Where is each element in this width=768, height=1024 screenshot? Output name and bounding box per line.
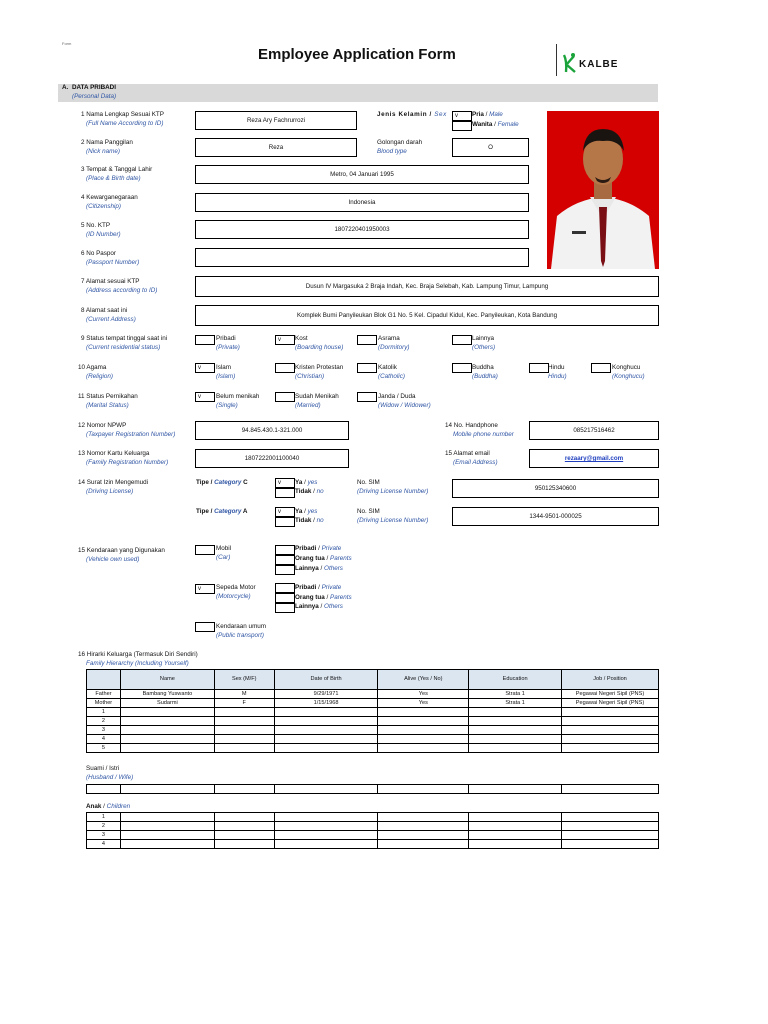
vehicle-car-label: Mobil: [216, 545, 232, 552]
family-row: [87, 699, 659, 708]
field-13-number: 13: [78, 450, 86, 457]
license-a-yes-checkbox[interactable]: v: [275, 507, 295, 517]
religion-christian-label: Kristen Protestan: [295, 364, 344, 371]
field-3-label: Tempat & Tanggal Lahir: [86, 166, 153, 173]
field-5-label: No. KTP: [86, 222, 111, 229]
children-en: Children: [106, 803, 131, 810]
spouse-cell[interactable]: [214, 785, 274, 794]
family-cell[interactable]: [562, 708, 659, 717]
birth-place-date-field[interactable]: Metro, 04 Januari 1995: [195, 165, 529, 184]
family-cell[interactable]: Sudarmi: [120, 699, 214, 708]
blood-type-label: Golongan darah: [377, 139, 423, 146]
spouse-cell[interactable]: [120, 785, 214, 794]
email-field[interactable]: [529, 449, 659, 468]
email-link[interactable]: rezaary@gmail.com: [564, 455, 624, 462]
family-cell[interactable]: 1/15/1968: [274, 699, 378, 708]
family-header-alive: Alive (Yes / No): [378, 670, 469, 690]
religion-catholic-en: (Catholic): [378, 373, 405, 380]
moto-owner-others-label: Lainnya: [295, 603, 319, 610]
marital-single-label: Belum menikah: [216, 393, 260, 400]
field-15-en: (Vehicle own used): [86, 556, 140, 563]
sex-male-label: Pria: [472, 111, 484, 118]
moto-owner-parents-label: Orang tua: [295, 594, 325, 601]
phone-label: No. Handphone: [453, 422, 498, 429]
religion-buddha-label: Buddha: [472, 364, 494, 371]
vehicle-car-en: (Car): [216, 554, 231, 561]
blood-type-en: Blood type: [377, 148, 407, 155]
child-row-number: 1: [87, 813, 121, 822]
child-cell[interactable]: [378, 831, 469, 840]
family-cell[interactable]: [120, 708, 214, 717]
field-2-number: 2: [81, 139, 85, 146]
field-6-number: 6: [81, 250, 85, 257]
family-cell[interactable]: [469, 708, 562, 717]
child-cell[interactable]: [469, 831, 562, 840]
phone-number-num: 14: [445, 422, 453, 429]
field-8-en: (Current Address): [86, 316, 136, 323]
family-cell[interactable]: [120, 744, 214, 753]
field-14-en: (Driving License): [86, 488, 134, 495]
vehicle-public-en: (Public transport): [216, 632, 264, 639]
license-a-category-value: A: [242, 508, 248, 515]
license-c-number-field[interactable]: 950125340600: [452, 479, 659, 498]
license-a-tidak: Tidak: [295, 517, 312, 524]
license-c-ya: Ya: [295, 479, 303, 486]
child-cell[interactable]: [120, 840, 214, 849]
license-a-no-checkbox[interactable]: [275, 517, 295, 527]
field-16-label: Hirarki Keluarga (Termasuk Diri Sendiri): [86, 651, 198, 658]
field-14-label: Surat Izin Mengemudi: [86, 479, 149, 486]
field-12-number: 12: [78, 422, 86, 429]
family-cell[interactable]: [378, 717, 469, 726]
family-header-job: Job / Position: [562, 670, 659, 690]
license-a-ya: Ya: [295, 508, 303, 515]
religion-catholic-label: Katolik: [378, 364, 397, 371]
full-name-field[interactable]: Reza Ary Fachrurrozi: [195, 111, 357, 130]
license-c-category-value: C: [243, 479, 248, 486]
license-a-sim-en: (Driving License Number): [357, 517, 429, 524]
vehicle-moto-label: Sepeda Motor: [216, 584, 256, 591]
family-cell[interactable]: Yes: [378, 699, 469, 708]
sex-female-en: Female: [497, 121, 519, 128]
child-row: [87, 831, 659, 840]
religion-konghucu-label: Konghucu: [612, 364, 641, 371]
religion-catholic-checkbox[interactable]: [357, 363, 377, 373]
logo-divider: [556, 44, 557, 76]
family-cell[interactable]: Pegawai Negeri Sipil (PNS): [562, 699, 659, 708]
family-row-relation: 4: [87, 735, 121, 744]
marital-widow-en: (Widow / Widower): [378, 402, 431, 409]
child-cell[interactable]: [214, 831, 274, 840]
spouse-table: [86, 784, 659, 794]
religion-buddha-en: (Buddha): [472, 373, 498, 380]
sex-male-en: Male: [489, 111, 503, 118]
residence-private-label: Pribadi: [216, 335, 236, 342]
license-a-tidak-en: no: [316, 517, 324, 524]
child-cell[interactable]: [562, 813, 659, 822]
field-15-number: 15: [78, 547, 86, 554]
family-cell[interactable]: [469, 744, 562, 753]
license-a-number-field[interactable]: 1344-9501-000025: [452, 507, 659, 526]
residence-dorm-checkbox[interactable]: [357, 335, 377, 345]
religion-islam-checkbox[interactable]: v: [195, 363, 215, 373]
child-cell[interactable]: [274, 831, 378, 840]
family-row: [87, 708, 659, 717]
spouse-cell[interactable]: [274, 785, 378, 794]
family-cell[interactable]: [120, 726, 214, 735]
moto-owner-private-checkbox[interactable]: [275, 583, 295, 593]
field-2-en: (Nick name): [86, 148, 120, 155]
applicant-photo: [547, 111, 659, 269]
citizenship-field[interactable]: Indonesia: [195, 193, 529, 212]
child-cell[interactable]: [120, 831, 214, 840]
license-a-type-label: Tipe: [196, 508, 209, 515]
child-cell[interactable]: [469, 813, 562, 822]
field-1-number: 1: [81, 111, 85, 118]
car-owner-others-label: Lainnya: [295, 565, 319, 572]
family-table: [86, 669, 659, 753]
child-cell[interactable]: [469, 822, 562, 831]
sex-male-checkbox[interactable]: v: [452, 111, 472, 121]
family-cell[interactable]: [214, 708, 274, 717]
child-cell[interactable]: [274, 840, 378, 849]
sex-female-checkbox[interactable]: [452, 121, 472, 131]
family-card-field[interactable]: 1807222001100040: [195, 449, 349, 468]
child-cell[interactable]: [562, 822, 659, 831]
residence-private-checkbox[interactable]: [195, 335, 215, 345]
family-cell[interactable]: [274, 726, 378, 735]
child-cell[interactable]: [214, 840, 274, 849]
spouse-cell[interactable]: [469, 785, 562, 794]
field-11-en: (Marital Status): [86, 402, 129, 409]
family-row-relation: Father: [87, 690, 121, 699]
residence-kost-en: (Boarding house): [295, 344, 344, 351]
license-c-category-label: Category: [214, 479, 242, 486]
logo-text: KALBE: [579, 59, 619, 70]
car-owner-others-checkbox[interactable]: [275, 565, 295, 575]
spouse-cell[interactable]: [87, 785, 121, 794]
child-cell[interactable]: [274, 822, 378, 831]
family-cell[interactable]: Yes: [378, 690, 469, 699]
family-cell[interactable]: [378, 744, 469, 753]
family-header-dob: Date of Birth: [274, 670, 378, 690]
child-cell[interactable]: [120, 822, 214, 831]
moto-owner-others-checkbox[interactable]: [275, 603, 295, 613]
spouse-cell[interactable]: [562, 785, 659, 794]
vehicle-public-checkbox[interactable]: [195, 622, 215, 632]
phone-field[interactable]: 085217516462: [529, 421, 659, 440]
religion-islam-label: Islam: [216, 364, 232, 371]
car-owner-parents-checkbox[interactable]: [275, 555, 295, 565]
field-7-label: Alamat sesuai KTP: [85, 278, 140, 285]
child-cell[interactable]: [469, 840, 562, 849]
family-cell[interactable]: [214, 717, 274, 726]
child-cell[interactable]: [378, 813, 469, 822]
family-cell[interactable]: Bambang Yuswanto: [120, 690, 214, 699]
moto-owner-parents-en: Parents: [330, 594, 352, 601]
vehicle-car-checkbox[interactable]: [195, 545, 215, 555]
family-cell[interactable]: [214, 726, 274, 735]
field-6-label: No Paspor: [86, 250, 117, 257]
family-cell[interactable]: M: [214, 690, 274, 699]
residence-other-label: Lainnya: [472, 335, 495, 342]
religion-hindu-checkbox[interactable]: [529, 363, 549, 373]
license-c-sim-label: No. SIM: [357, 479, 380, 486]
field-4-number: 4: [81, 194, 85, 201]
family-cell[interactable]: [120, 717, 214, 726]
marital-married-label: Sudah Menikah: [295, 393, 339, 400]
family-cell[interactable]: 9/29/1971: [274, 690, 378, 699]
family-cell[interactable]: [274, 744, 378, 753]
moto-owner-others-en: Others: [324, 603, 343, 610]
passport-number-field[interactable]: [195, 248, 529, 267]
field-9-number: 9: [81, 335, 85, 342]
blood-type-field[interactable]: O: [452, 138, 529, 157]
email-label: Alamat email: [453, 450, 490, 457]
marital-widow-checkbox[interactable]: [357, 392, 377, 402]
child-cell[interactable]: [274, 813, 378, 822]
family-cell[interactable]: [120, 735, 214, 744]
license-a-ya-en: yes: [307, 508, 318, 515]
family-table-header: [87, 670, 659, 690]
family-row-relation: 2: [87, 717, 121, 726]
email-en: (Email Address): [453, 459, 498, 466]
family-cell[interactable]: Pegawai Negeri Sipil (PNS): [562, 690, 659, 699]
spouse-en: (Husband / Wife): [86, 774, 134, 781]
religion-hindu-label: Hindu: [548, 364, 565, 371]
child-row-number: 3: [87, 831, 121, 840]
child-cell[interactable]: [562, 840, 659, 849]
family-cell[interactable]: [214, 735, 274, 744]
family-row-relation: 5: [87, 744, 121, 753]
religion-konghucu-en: (Konghucu): [612, 373, 645, 380]
field-4-en: (Citizenship): [86, 203, 121, 210]
id-address-field[interactable]: Dusun IV Margasuka 2 Braja Indah, Kec. Braja Selebah, Kab. Lampung Timur, Lampung: [195, 276, 659, 297]
vehicle-moto-checkbox[interactable]: v: [195, 584, 215, 594]
car-owner-private-checkbox[interactable]: [275, 545, 295, 555]
sex-en: Sex: [434, 111, 447, 118]
field-12-label: Nomor NPWP: [86, 422, 127, 429]
moto-owner-private-en: Private: [321, 584, 342, 591]
religion-konghucu-checkbox[interactable]: [591, 363, 611, 373]
child-cell[interactable]: [378, 822, 469, 831]
family-cell[interactable]: Strata 1: [469, 699, 562, 708]
field-11-number: 11: [78, 393, 85, 400]
field-3-en: (Place & Birth date): [86, 175, 141, 182]
marital-married-checkbox[interactable]: [275, 392, 295, 402]
family-cell[interactable]: [469, 735, 562, 744]
license-c-no-checkbox[interactable]: [275, 488, 295, 498]
corner-note: Form: [62, 41, 72, 46]
children-table: [86, 812, 659, 849]
family-row-relation: 3: [87, 726, 121, 735]
field-7-number: 7: [81, 278, 85, 285]
family-header-sex: Sex (M/F): [214, 670, 274, 690]
field-16-number: 16: [78, 651, 86, 658]
page-title: Employee Application Form: [258, 46, 456, 63]
residence-dorm-en: (Dormitory): [378, 344, 410, 351]
field-11-label: Status Pernikahan: [86, 393, 138, 400]
child-row: [87, 840, 659, 849]
car-owner-private-label: Pribadi: [295, 545, 317, 552]
religion-christian-checkbox[interactable]: [275, 363, 295, 373]
car-owner-parents-label: Orang tua: [295, 555, 325, 562]
field-4-label: Kewarganegaraan: [86, 194, 138, 201]
nickname-field[interactable]: Reza: [195, 138, 357, 157]
vehicle-moto-en: (Motorcycle): [216, 593, 251, 600]
email-number-num: 15: [445, 450, 453, 457]
family-cell[interactable]: [562, 717, 659, 726]
child-cell[interactable]: [214, 813, 274, 822]
section-title: DATA PRIBADI: [72, 84, 116, 91]
spouse-cell[interactable]: [378, 785, 469, 794]
marital-widow-label: Janda / Duda: [378, 393, 416, 400]
family-cell[interactable]: [274, 735, 378, 744]
religion-christian-en: (Christian): [295, 373, 325, 380]
family-cell[interactable]: [378, 735, 469, 744]
residence-dorm-label: Asrama: [378, 335, 400, 342]
field-3-number: 3: [81, 166, 85, 173]
field-5-number: 5: [81, 222, 85, 229]
child-row-number: 2: [87, 822, 121, 831]
field-13-en: (Family Registration Number): [86, 459, 169, 466]
car-owner-parents-en: Parents: [330, 555, 352, 562]
child-cell[interactable]: [120, 813, 214, 822]
residence-other-checkbox[interactable]: [452, 335, 472, 345]
field-12-en: (Taxpayer Registration Number): [86, 431, 176, 438]
field-13-label: Nomor Kartu Keluarga: [86, 450, 150, 457]
current-address-field[interactable]: Komplek Bumi Panyileukan Blok G1 No. 5 Kel. Cipadul Kidul, Kec. Panyileukan, Kota Bandung: [195, 305, 659, 326]
residence-kost-checkbox[interactable]: v: [275, 335, 295, 345]
marital-married-en: (Married): [295, 402, 321, 409]
family-cell[interactable]: [378, 726, 469, 735]
family-cell[interactable]: [562, 735, 659, 744]
license-c-yes-checkbox[interactable]: v: [275, 478, 295, 488]
family-header-blank: [87, 670, 121, 690]
family-cell[interactable]: Strata 1: [469, 690, 562, 699]
field-8-number: 8: [81, 307, 85, 314]
child-row-number: 4: [87, 840, 121, 849]
religion-islam-en: (Islam): [216, 373, 236, 380]
section-header: [58, 84, 658, 102]
sex-label: Jenis Kelamin: [377, 111, 428, 118]
family-cell[interactable]: [562, 726, 659, 735]
section-subtitle: (Personal Data): [72, 93, 117, 100]
family-cell[interactable]: [378, 708, 469, 717]
family-cell[interactable]: [274, 717, 378, 726]
vehicle-public-label: Kendaraan umum: [216, 623, 267, 630]
npwp-field[interactable]: 94.845.430.1-321.000: [195, 421, 349, 440]
child-cell[interactable]: [378, 840, 469, 849]
family-row-relation: Mother: [87, 699, 121, 708]
spouse-label: Suami / Istri: [86, 765, 120, 772]
moto-owner-private-label: Pribadi: [295, 584, 317, 591]
family-cell[interactable]: [214, 744, 274, 753]
child-cell[interactable]: [214, 822, 274, 831]
license-c-tidak: Tidak: [295, 488, 312, 495]
field-16-en: Family Hierarchy (Including Yourself): [86, 660, 189, 667]
field-10-number: 10: [78, 364, 86, 371]
field-5-en: (ID Number): [86, 231, 121, 238]
field-15-label: Kendaraan yang Digunakan: [86, 547, 165, 554]
religion-buddha-checkbox[interactable]: [452, 363, 472, 373]
field-2-label: Nama Panggilan: [86, 139, 133, 146]
family-header-education: Education: [469, 670, 562, 690]
marital-single-en: (Single): [216, 402, 238, 409]
child-row: [87, 822, 659, 831]
family-row: [87, 717, 659, 726]
family-cell[interactable]: [274, 708, 378, 717]
license-c-type-label: Tipe: [196, 479, 209, 486]
field-1-en: (Full Name According to ID): [86, 120, 164, 127]
residence-other-en: (Others): [472, 344, 496, 351]
residence-private-en: (Private): [216, 344, 240, 351]
spouse-row: [87, 785, 659, 794]
family-cell[interactable]: [562, 744, 659, 753]
family-row: [87, 726, 659, 735]
children-label: Anak: [86, 803, 102, 810]
field-9-label: Status tempat tinggal saat ini: [86, 335, 168, 342]
religion-hindu-en: Hindu): [548, 373, 567, 380]
child-row: [87, 813, 659, 822]
field-9-en: (Current residential status): [86, 344, 161, 351]
field-10-en: (Religion): [86, 373, 113, 380]
field-1-label: Nama Lengkap Sesuai KTP: [86, 111, 164, 118]
field-7-en: (Address according to ID): [86, 287, 158, 294]
family-row: [87, 690, 659, 699]
marital-single-checkbox[interactable]: v: [195, 392, 215, 402]
field-8-label: Alamat saat ini: [85, 307, 128, 314]
license-c-ya-en: yes: [307, 479, 318, 486]
phone-en: Mobile phone number: [453, 431, 514, 438]
car-owner-private-en: Private: [321, 545, 342, 552]
section-letter: A.: [62, 84, 69, 91]
residence-kost-label: Kost: [295, 335, 308, 342]
id-number-field[interactable]: 1807220401950003: [195, 220, 529, 239]
family-row-relation: 1: [87, 708, 121, 717]
car-owner-others-en: Others: [324, 565, 343, 572]
family-header-name: Name: [120, 670, 214, 690]
sex-female-label: Wanita: [472, 121, 493, 128]
kalbe-logo-icon: [560, 52, 578, 79]
moto-owner-parents-checkbox[interactable]: [275, 593, 295, 603]
field-6-en: (Passport Number): [86, 259, 140, 266]
family-row: [87, 735, 659, 744]
family-cell[interactable]: [469, 717, 562, 726]
license-a-sim-label: No. SIM: [357, 508, 380, 515]
family-cell[interactable]: [469, 726, 562, 735]
license-c-tidak-en: no: [316, 488, 324, 495]
family-row: [87, 744, 659, 753]
license-c-sim-en: (Driving License Number): [357, 488, 429, 495]
child-cell[interactable]: [562, 831, 659, 840]
family-cell[interactable]: F: [214, 699, 274, 708]
field-10-label: Agama: [86, 364, 107, 371]
field-14-number: 14: [78, 479, 86, 486]
license-a-category-label: Category: [214, 508, 242, 515]
